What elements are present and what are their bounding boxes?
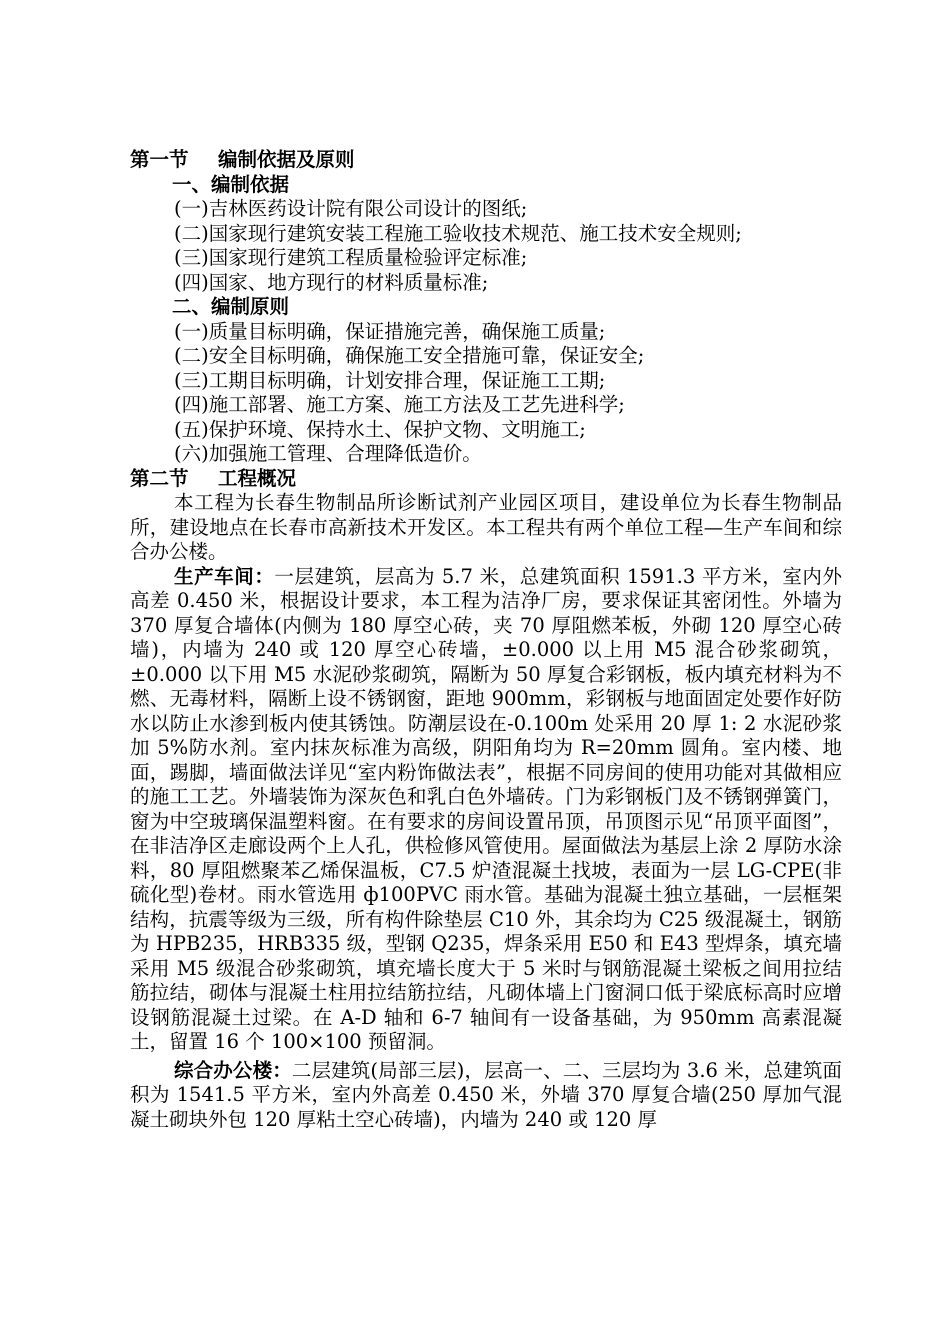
basis-item-2: (二)国家现行建筑安装工程施工验收技术规范、施工技术安全规则;: [174, 221, 742, 245]
workshop-paragraph: [130, 565, 842, 1055]
office-paragraph: [130, 1059, 842, 1133]
subsection-basis-heading: 一、编制依据: [172, 172, 290, 196]
principle-item-1: (一)质量目标明确，保证措施完善，确保施工质量;: [174, 319, 606, 343]
principle-item-4: (四)施工部署、施工方案、施工方法及工艺先进科学;: [174, 393, 625, 416]
principle-item-5: (五)保护环境、保持水土、保护文物、文明施工;: [174, 417, 586, 441]
subsection-principles-heading: 二、编制原则: [172, 295, 290, 318]
section-1-heading: [130, 148, 842, 173]
principle-item-2: (二)安全目标明确，确保施工安全措施可靠，保证安全;: [174, 344, 645, 367]
basis-item-3: (三)国家现行建筑工程质量检验评定标准;: [174, 246, 528, 269]
workshop-text: 一层建筑，层高为 5.7 米，总建筑面积 1591.3 平方米，室内外高差 0.450 米，根据设计要求，本工程为洁净厂房，要求保证其密闭性。外墙为 370 厚复合墙体(内侧为 180 厚空心砖，夹 70 厚阻燃苯板，外砌 120 厚空心砖墙)，内墙为 240 或 120 厚空心砖墙，±0.000 以上用 M5 混合砂浆砌筑，±0.000 以下用 M5 水泥砂浆砌筑，隔断为 50 厚复合彩钢板，板内填充材料为不燃、无毒材料，隔断上设不锈钢窗，距地 900mm，彩钢板与地面固定处要作好防水以防止水渗到板内使其锈蚀。防潮层设在-0.100m 处采用 20 厚 1: 2 水泥砂浆加 5%防水剂。室内抹灰标准为高级，阴阳角均为 R=20mm 圆角。室内楼、地面，踢脚，墙面做法详见“室内粉饰做法表”，根据不同房间的使用功能对其做相应的施工工艺。外墙装饰为深灰色和乳白色外墙砖。门为彩钢板门及不锈钢弹簧门，窗为中空玻璃保温塑料窗。在有要求的房间设置吊顶，吊顶图示见“吊顶平面图”，在非洁净区走廊设两个上人孔，供检修风管使用。屋面做法为基层上涂 2 厚防水涂料，80 厚阻燃聚苯乙烯保温板，C7.5 炉渣混凝土找坡，表面为一层 LG-CPE(非硫化型)卷材。雨水管选用 ф100PVC 雨水管。基础为混凝土独立基础，一层框架结构，抗震等级为三级，所有构件除垫层 C10 外，其余均为 C25 级混凝土，钢筋为 HPB235，HRB335 级，型钢 Q235，焊条采用 E50 和 E43 型焊条，填充墙采用 M5 级混合砂浆砌筑，填充墙长度大于 5 米时与钢筋混凝土梁板之间用拉结筋拉结，砌体与混凝土柱用拉结筋拉结，凡砌体墙上门窗洞口低于梁底标高时应增设钢筋混凝土过梁。在 A-D 轴和 6-7 轴间有一设备基础，为 950mm 高素混凝土，留置 16 个 100×100 预留洞。: [130, 564, 842, 1053]
basis-item-4: (四)国家、地方现行的材料质量标准;: [174, 270, 489, 294]
section-1-number: 第一节: [130, 148, 189, 171]
workshop-label: 生产车间：: [174, 564, 275, 588]
project-intro-paragraph: 本工程为长春生物制品所诊断试剂产业园区项目，建设单位为长春生物制品所，建设地点在长春市高新技术开发区。本工程共有两个单位工程—生产车间和综合办公楼。: [130, 491, 842, 563]
office-text: 二层建筑(局部三层)，层高一、二、三层均为 3.6 米，总建筑面积为 1541.5 平方米，室内外高差 0.450 米，外墙 370 厚复合墙(250 厚加气混凝土砌块外包 120 厚粘土空心砖墙)，内墙为 240 或 120 厚: [130, 1058, 842, 1131]
section-2-number: 第二节: [130, 466, 189, 490]
basis-item-1: (一)吉林医药设计院有限公司设计的图纸;: [174, 197, 528, 220]
section-1-title: 编制依据及原则: [218, 148, 355, 171]
principle-item-6: (六)加强施工管理、合理降低造价。: [174, 442, 482, 465]
section-2-title: 工程概况: [218, 466, 297, 490]
document-content: [130, 148, 842, 1132]
principle-item-3: (三)工期目标明确，计划安排合理，保证施工工期;: [174, 368, 606, 392]
section-2-heading: [130, 467, 842, 492]
office-label: 综合办公楼：: [174, 1058, 292, 1082]
